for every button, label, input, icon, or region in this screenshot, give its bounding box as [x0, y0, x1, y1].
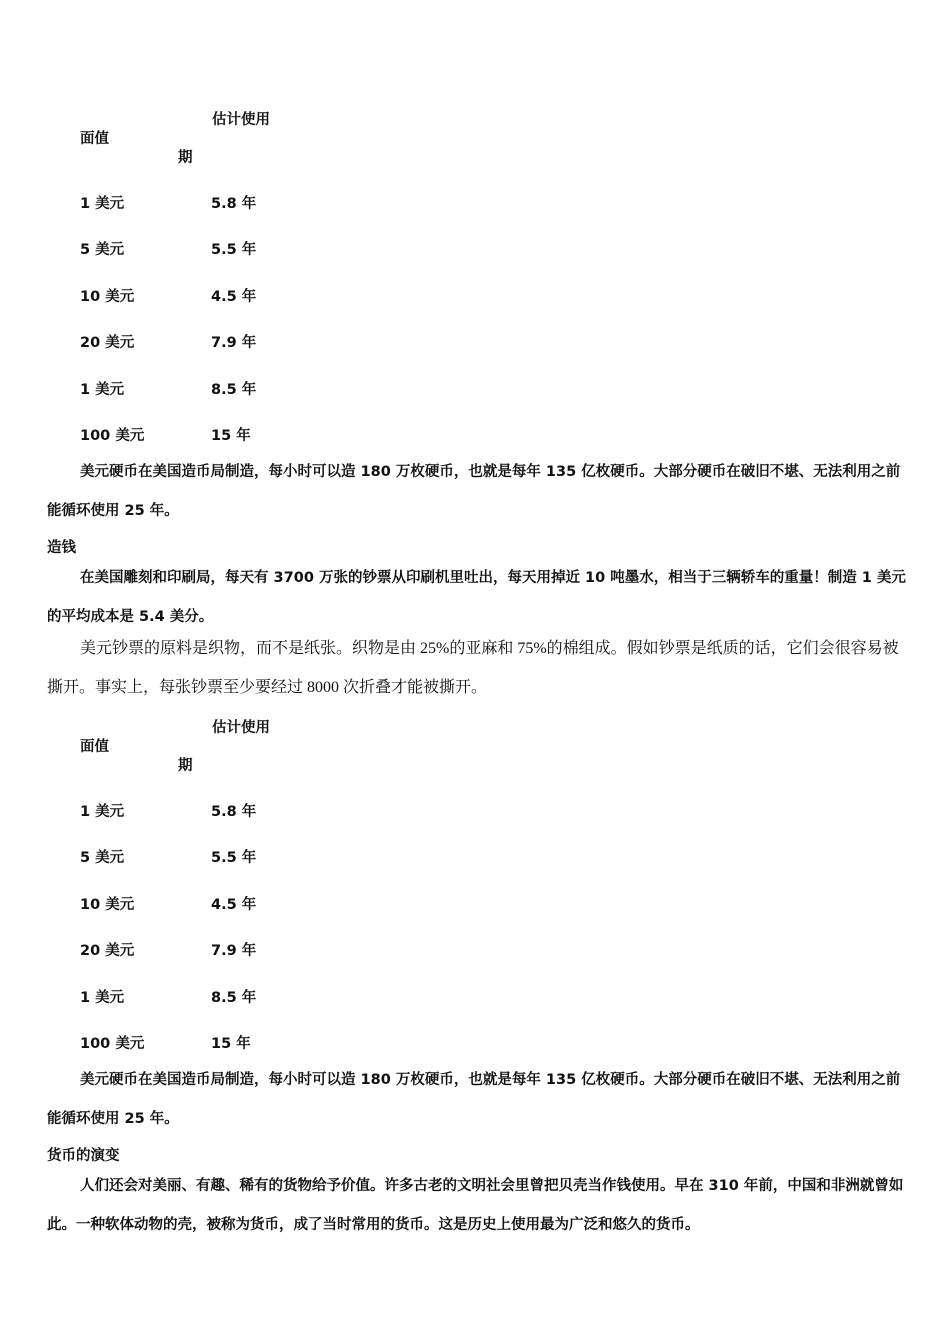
paragraph-coins: 美元硬币在美国造币局制造，每小时可以造 180 万枚硬币，也就是每年 135 亿枚硬币。大部分硬币在破旧不堪、无法利用之前能循环使用 25 年。 — [47, 1072, 901, 1127]
table-cell-denomination: 100 美元 — [80, 428, 145, 444]
table-cell-denomination: 1 美元 — [80, 382, 125, 398]
table-cell-life: 5.5 年 — [211, 850, 257, 866]
table-header-life: 估计使用 — [212, 720, 270, 736]
table-cell-life: 5.5 年 — [211, 242, 257, 258]
table-cell-denomination: 1 美元 — [80, 990, 125, 1006]
table-cell-life: 4.5 年 — [211, 289, 257, 305]
paragraph-material: 美元钞票的原料是织物，而不是纸张。织物是由 25%的亚麻和 75%的棉组成。假如钞票是纸质的话，它们会很容易被撕开。事实上，每张钞票至少要经过 8000 次折叠才能被撕开。 — [47, 640, 899, 696]
table-cell-life: 5.8 年 — [211, 804, 257, 820]
table-cell-denomination: 1 美元 — [80, 804, 125, 820]
table-header-life-cont: 期 — [178, 150, 193, 166]
table-cell-denomination: 5 美元 — [80, 242, 125, 258]
table-cell-life: 5.8 年 — [211, 196, 257, 212]
table-cell-life: 8.5 年 — [211, 382, 257, 398]
table-cell-life: 7.9 年 — [211, 335, 257, 351]
table-cell-denomination: 100 美元 — [80, 1036, 145, 1052]
table-cell-denomination: 10 美元 — [80, 289, 135, 305]
table-cell-life: 7.9 年 — [211, 943, 257, 959]
table-cell-life: 15 年 — [211, 1036, 251, 1052]
table-cell-denomination: 5 美元 — [80, 850, 125, 866]
table-cell-denomination: 10 美元 — [80, 897, 135, 913]
paragraph-printing: 在美国雕刻和印刷局，每天有 3700 万张的钞票从印刷机里吐出，每天用掉近 10 吨墨水，相当于三辆轿车的重量！制造 1 美元的平均成本是 5.4 美分。 — [47, 570, 906, 625]
paragraph-evolution: 人们还会对美丽、有趣、稀有的货物给予价值。许多古老的文明社会里曾把贝壳当作钱使用。早在 310 年前，中国和非洲就曾如此。一种软体动物的壳，被称为货币，成了当时常用的货币。这是历史上使用最为广泛和悠久的货币。 — [47, 1178, 904, 1233]
table-cell-life: 4.5 年 — [211, 897, 257, 913]
table-cell-denomination: 20 美元 — [80, 335, 135, 351]
table-cell-denomination: 1 美元 — [80, 196, 125, 212]
table-header-denomination: 面值 — [80, 739, 109, 755]
table-header-denomination: 面值 — [80, 131, 109, 147]
table-header-life-cont: 期 — [178, 758, 193, 774]
section-heading: 造钱 — [47, 540, 76, 556]
section-heading: 货币的演变 — [47, 1148, 120, 1164]
table-cell-life: 8.5 年 — [211, 990, 257, 1006]
table-cell-life: 15 年 — [211, 428, 251, 444]
table-cell-denomination: 20 美元 — [80, 943, 135, 959]
table-header-life: 估计使用 — [212, 112, 270, 128]
paragraph-coins: 美元硬币在美国造币局制造，每小时可以造 180 万枚硬币，也就是每年 135 亿枚硬币。大部分硬币在破旧不堪、无法利用之前能循环使用 25 年。 — [47, 464, 901, 519]
